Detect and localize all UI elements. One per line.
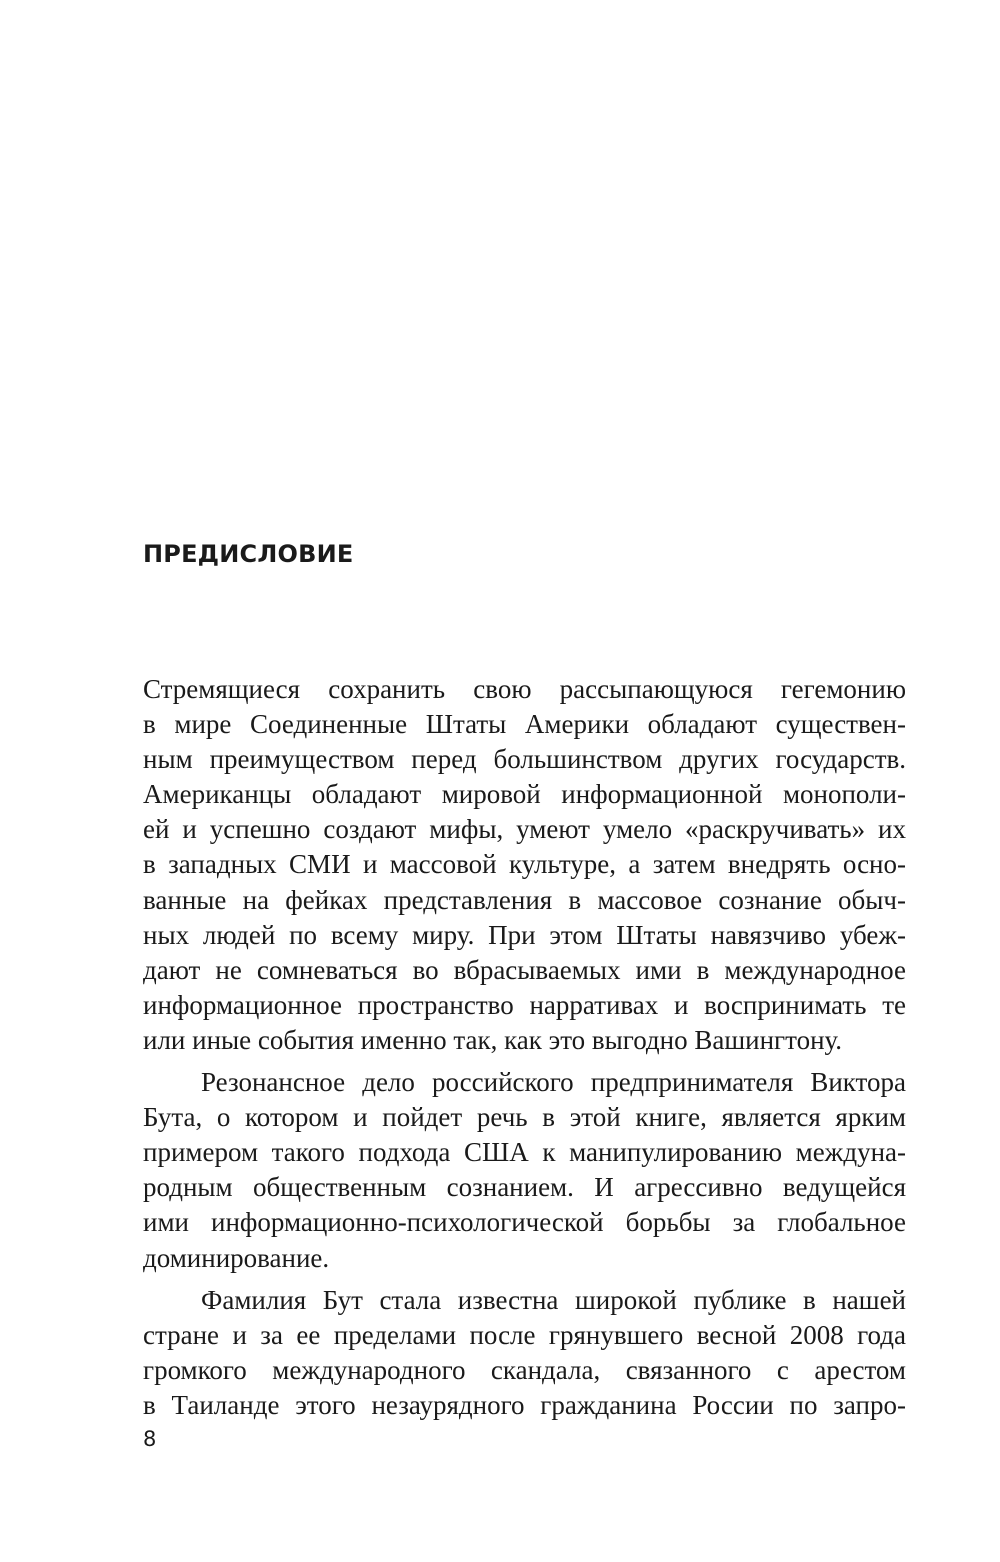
text-line: ванные на фейках представления в массовое сознание обыч-: [143, 884, 906, 915]
text-line: Американцы обладают мировой информационной монополи-: [143, 779, 906, 810]
text-line: Бута, о котором и пойдет речь в этой книге, является ярким: [143, 1102, 906, 1133]
body-text: [143, 672, 906, 1423]
text-line: Стремящиеся сохранить свою рассыпающуюся гегемонию: [143, 674, 906, 704]
paragraph-gap: [143, 1058, 906, 1065]
paragraph-3: [143, 1283, 906, 1423]
page-number: 8: [143, 1427, 157, 1451]
text-line: ими информационно-психологической борьбы за глобальное: [143, 1207, 906, 1238]
chapter-heading: ПРЕДИСЛОВИЕ: [143, 540, 354, 568]
text-line: родным общественным сознанием. И агрессивно ведущейся: [143, 1172, 906, 1203]
text-line: громкого международного скандала, связанного с арестом: [143, 1354, 906, 1385]
text-line: в Таиланде этого незаурядного гражданина России по запро-: [143, 1389, 906, 1420]
paragraph-1: [143, 672, 906, 1058]
paragraph-2: [143, 1065, 906, 1276]
text-line: ным преимуществом перед большинством других государств.: [143, 744, 906, 775]
text-line: доминирование.: [143, 1242, 330, 1273]
paragraph-gap: [143, 1276, 906, 1283]
text-line: информационное пространство нарративах и воспринимать те: [143, 989, 906, 1020]
text-line: в западных СМИ и массовой культуре, а затем внедрять осно-: [143, 849, 906, 880]
text-line: Резонансное дело российского предпринимателя Виктора: [201, 1067, 906, 1098]
text-line: ных людей по всему миру. При этом Штаты навязчиво убеж-: [143, 919, 906, 950]
text-line: ей и успешно создают мифы, умеют умело «раскручивать» их: [143, 814, 906, 845]
text-line: дают не сомневаться во вбрасываемых ими в международное: [143, 954, 906, 985]
text-line: в мире Соединенные Штаты Америки обладают существен-: [143, 709, 906, 740]
text-line: или иные события именно так, как это выгодно Вашингтону.: [143, 1024, 843, 1055]
text-line: стране и за ее пределами после грянувшего весной 2008 года: [143, 1319, 906, 1350]
text-line: Фамилия Бут стала известна широкой публике в нашей: [201, 1284, 906, 1315]
text-line: примером такого подхода США к манипулированию междуна-: [143, 1137, 906, 1168]
